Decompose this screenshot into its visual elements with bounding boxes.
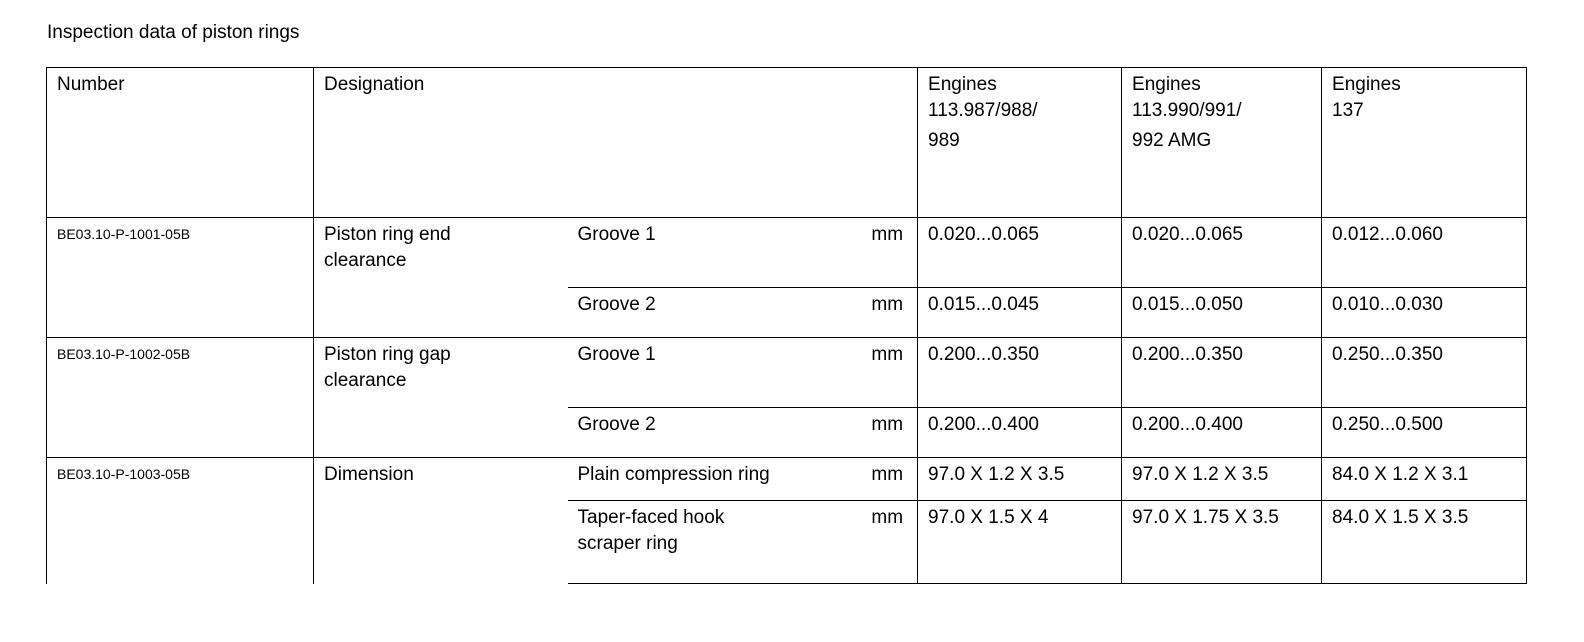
designation [314,458,568,584]
designation-line: Dimension [324,464,414,485]
value-engine-2: 0.200...0.400 [1122,408,1322,458]
part-name [568,501,852,584]
part-name: Groove 2 [568,288,852,338]
unit: mm [852,338,918,408]
inspection-number: BE03.10-P-1003-05B [47,458,314,584]
value-engine-3: 84.0 X 1.5 X 3.5 [1322,501,1527,584]
table-row [47,338,1527,408]
unit: mm [852,458,918,501]
part-name-line: scraper ring [577,533,678,554]
inspection-number: BE03.10-P-1002-05B [47,338,314,458]
header-engine-2 [1122,68,1322,218]
designation [314,338,568,458]
value-engine-2: 97.0 X 1.2 X 3.5 [1122,458,1322,501]
engine-models-cont: 989 [928,130,960,151]
value-engine-3: 84.0 X 1.2 X 3.1 [1322,458,1527,501]
document-title: Inspection data of piston rings [47,22,300,43]
designation-line: clearance [324,370,407,391]
value-engine-3: 0.250...0.500 [1322,408,1527,458]
unit: mm [852,218,918,288]
piston-ring-inspection-table [46,67,1527,584]
part-name-line: Taper-faced hook [577,507,725,528]
engine-models: 137 [1332,100,1364,121]
value-engine-2: 0.020...0.065 [1122,218,1322,288]
value-engine-3: 0.012...0.060 [1322,218,1527,288]
table-row [47,458,1527,501]
inspection-number: BE03.10-P-1001-05B [47,218,314,338]
unit: mm [852,408,918,458]
engine-models: 113.990/991/ [1132,100,1242,121]
table-row [47,218,1527,288]
value-engine-2: 0.015...0.050 [1122,288,1322,338]
value-engine-3: 0.250...0.350 [1322,338,1527,408]
part-name: Groove 1 [568,218,852,288]
part-name: Groove 2 [568,408,852,458]
value-engine-2: 97.0 X 1.75 X 3.5 [1122,501,1322,584]
designation-line: Piston ring end [324,224,451,245]
part-name: Plain compression ring [568,458,852,501]
engine-label: Engines [928,74,997,95]
header-engine-1 [918,68,1122,218]
designation [314,218,568,338]
designation-line: clearance [324,250,407,271]
part-name: Groove 1 [568,338,852,408]
engine-label: Engines [1132,74,1201,95]
value-engine-1: 97.0 X 1.2 X 3.5 [918,458,1122,501]
value-engine-2: 0.200...0.350 [1122,338,1322,408]
value-engine-1: 0.015...0.045 [918,288,1122,338]
designation-line: Piston ring gap [324,344,451,365]
engine-label: Engines [1332,74,1401,95]
value-engine-1: 0.200...0.400 [918,408,1122,458]
header-number: Number [47,68,314,218]
value-engine-1: 0.200...0.350 [918,338,1122,408]
header-row [47,68,1527,218]
header-engine-3 [1322,68,1527,218]
engine-models: 113.987/988/ [928,100,1038,121]
engine-models-cont: 992 AMG [1132,130,1212,151]
unit: mm [852,288,918,338]
header-designation: Designation [314,68,918,218]
unit: mm [852,501,918,584]
value-engine-3: 0.010...0.030 [1322,288,1527,338]
value-engine-1: 0.020...0.065 [918,218,1122,288]
value-engine-1: 97.0 X 1.5 X 4 [918,501,1122,584]
